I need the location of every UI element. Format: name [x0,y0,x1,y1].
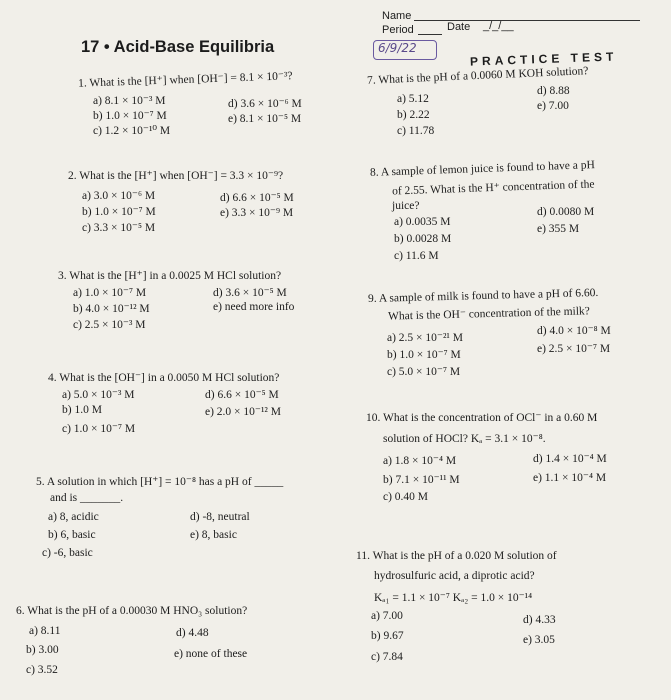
q5-c: c) -6, basic [42,547,93,559]
q4-d: d) 6.6 × 10⁻⁵ M [205,389,279,401]
handwritten-date: 6/9/22 [378,41,417,55]
date-value: _/_/__ [483,20,514,32]
q11-stem: 11. What is the pH of a 0.020 M solution of [356,550,557,562]
q1-a: a) 8.1 × 10⁻³ M [93,95,166,107]
q8-d: d) 0.0080 M [537,206,595,218]
q2-e: e) 3.3 × 10⁻⁹ M [220,207,294,219]
q8-c: c) 11.6 M [394,250,439,262]
q7-a: a) 5.12 [397,93,429,105]
q5-d: d) -8, neutral [190,511,250,523]
q11-stem2: hydrosulfuric acid, a diprotic acid? [374,570,535,582]
q4-a: a) 5.0 × 10⁻³ M [62,389,135,401]
q9-e: e) 2.5 × 10⁻⁷ M [537,343,611,355]
q3-e: e) need more info [213,301,295,313]
q1-b: b) 1.0 × 10⁻⁷ M [93,110,167,122]
q10-c: c) 0.40 M [383,491,429,503]
q7-d: d) 8.88 [537,85,570,97]
q8-stem2: of 2.55. What is the H⁺ concentration of the [391,178,595,198]
q9-b: b) 1.0 × 10⁻⁷ M [387,349,461,361]
q8-e: e) 355 M [537,223,580,235]
q5-stem2: and is _______. [50,492,124,504]
q6-c: c) 3.52 [26,664,58,676]
q6-d: d) 4.48 [176,627,209,639]
name-label: Name [382,10,412,22]
q1-e: e) 8.1 × 10⁻⁵ M [228,113,302,125]
q1-stem: 1. What is the [H⁺] when [OH⁻] = 8.1 × 10⁻³? [77,70,293,90]
q10-a: a) 1.8 × 10⁻⁴ M [383,455,457,467]
q2-stem: 2. What is the [H⁺] when [OH⁻] = 3.3 × 10⁻⁹? [68,170,284,182]
q9-d: d) 4.0 × 10⁻⁸ M [537,325,611,337]
q7-stem: 7. What is the pH of a 0.0060 M KOH solution? [366,65,589,87]
q4-c: c) 1.0 × 10⁻⁷ M [62,423,136,435]
q2-b: b) 1.0 × 10⁻⁷ M [82,206,156,218]
q10-b: b) 7.1 × 10⁻¹¹ M [383,474,460,486]
q8-b: b) 0.0028 M [394,233,452,245]
q11-d: d) 4.33 [523,614,556,626]
q10-stem: 10. What is the concentration of OCl⁻ in a 0.60 M [366,412,598,424]
q11-c: c) 7.84 [371,651,403,663]
chapter-title: 17 • Acid-Base Equilibria [81,38,275,56]
q11-e: e) 3.05 [523,634,555,646]
q2-d: d) 6.6 × 10⁻⁵ M [220,192,294,204]
q11-stem3: Kₐ₁ = 1.1 × 10⁻⁷ Kₐ₂ = 1.0 × 10⁻¹⁴ [374,592,533,604]
q8-a: a) 0.0035 M [394,216,451,228]
q9-stem: 9. A sample of milk is found to have a pH of 6.60. [367,286,599,306]
q1-c: c) 1.2 × 10⁻¹⁰ M [93,125,171,137]
q9-c: c) 5.0 × 10⁻⁷ M [387,366,461,378]
q1-d: d) 3.6 × 10⁻⁶ M [228,98,302,110]
q3-b: b) 4.0 × 10⁻¹² M [73,303,150,315]
practice-test-title: PRACTICE TEST [469,49,618,69]
q7-c: c) 11.78 [397,125,435,137]
q6-stem: 6. What is the pH of a 0.00030 M HNO₃ solution? [16,605,248,617]
q10-stem2: solution of HOCl? Kₐ = 3.1 × 10⁻⁸. [383,433,546,445]
q2-c: c) 3.3 × 10⁻⁵ M [82,222,156,234]
q10-e: e) 1.1 × 10⁻⁴ M [533,472,607,484]
q6-a: a) 8.11 [29,625,61,637]
q5-stem: 5. A solution in which [H⁺] = 10⁻⁸ has a pH of _____ [36,476,284,488]
q10-d: d) 1.4 × 10⁻⁴ M [533,453,607,465]
q4-e: e) 2.0 × 10⁻¹² M [205,406,281,418]
period-label: Period [382,24,414,36]
q9-stem2: What is the OH⁻ concentration of the milk? [387,305,590,323]
q8-stem: 8. A sample of lemon juice is found to have a pH [369,159,596,179]
q7-b: b) 2.22 [397,109,430,121]
q5-e: e) 8, basic [190,529,237,541]
q2-a: a) 3.0 × 10⁻⁶ M [82,190,156,202]
period-line [418,34,442,35]
q11-b: b) 9.67 [371,630,404,642]
q4-stem: 4. What is the [OH⁻] in a 0.0050 M HCl solution? [48,372,280,384]
q4-b: b) 1.0 M [62,404,102,416]
q7-e: e) 7.00 [537,100,569,112]
q3-stem: 3. What is the [H⁺] in a 0.0025 M HCl solution? [58,270,282,282]
q3-d: d) 3.6 × 10⁻⁵ M [213,287,287,299]
date-label: Date [447,21,471,33]
q6-b: b) 3.00 [26,644,59,656]
q6-e: e) none of these [174,648,248,660]
q5-a: a) 8, acidic [48,511,99,523]
q3-c: c) 2.5 × 10⁻³ M [73,319,146,331]
q11-a: a) 7.00 [371,610,403,622]
q8-stem3: juice? [392,200,420,212]
q5-b: b) 6, basic [48,529,96,541]
q3-a: a) 1.0 × 10⁻⁷ M [73,287,147,299]
q9-a: a) 2.5 × 10⁻²¹ M [387,332,463,344]
